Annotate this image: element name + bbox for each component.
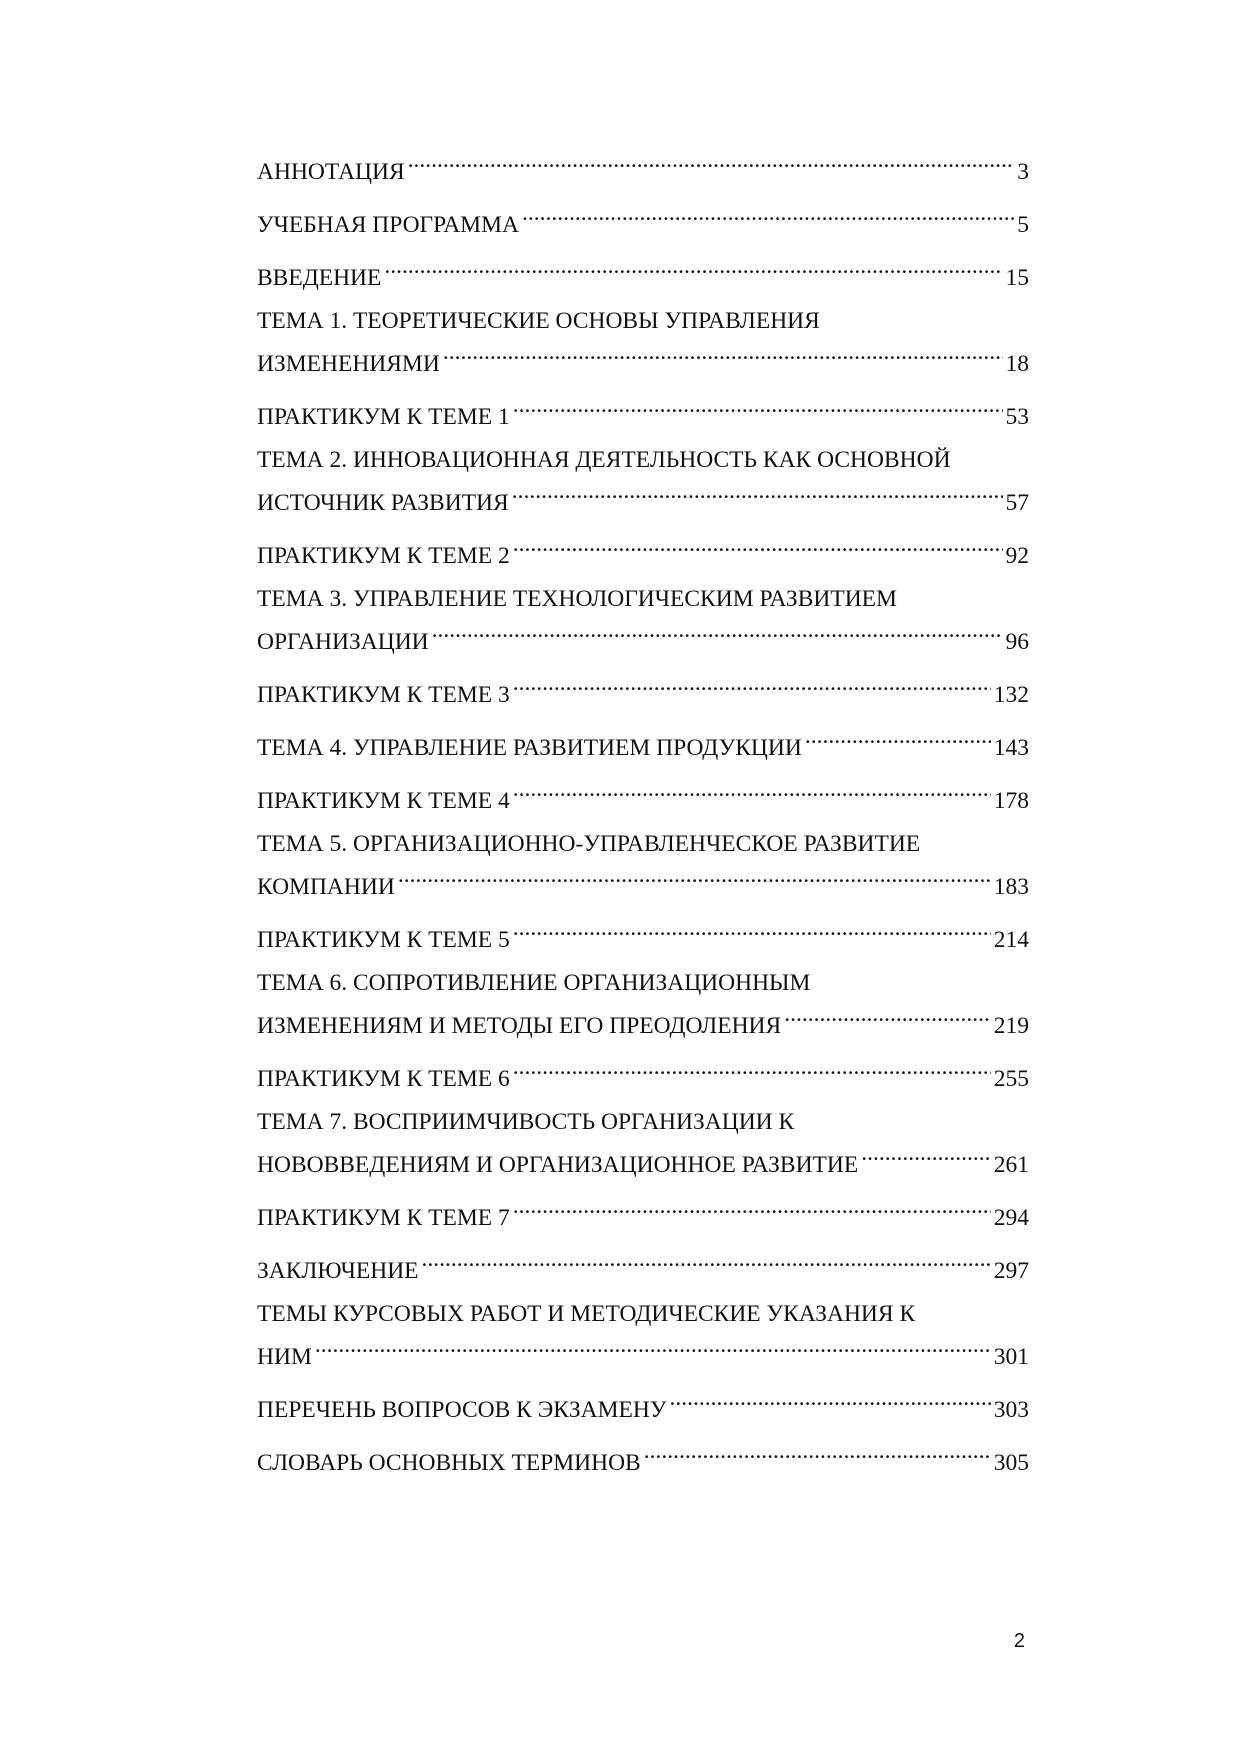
toc-entry-title: НИМ	[257, 1344, 312, 1370]
toc-entry-page: 294	[993, 1205, 1029, 1231]
toc-entry-title: ПРАКТИКУМ К ТЕМЕ 3	[257, 682, 510, 708]
dot-leader	[669, 1384, 990, 1417]
toc-entry-title: ПРАКТИКУМ К ТЕМЕ 4	[257, 788, 510, 814]
toc-entry-line	[257, 1437, 1029, 1480]
toc-entry[interactable]	[257, 828, 1029, 904]
toc-entry-page: 5	[1017, 212, 1029, 238]
dot-leader	[513, 914, 991, 947]
toc-entry-title: СЛОВАРЬ ОСНОВНЫХ ТЕРМИНОВ	[257, 1450, 641, 1476]
toc-entry-title: ПРАКТИКУМ К ТЕМЕ 5	[257, 927, 510, 953]
dot-leader	[513, 1053, 991, 1086]
toc-entry-title: ТЕМА 1. ТЕОРЕТИЧЕСКИЕ ОСНОВЫ УПРАВЛЕНИЯ	[257, 308, 820, 334]
toc-entry[interactable]	[257, 252, 1029, 295]
toc-entry-title: КОМПАНИИ	[257, 874, 395, 900]
dot-leader	[422, 1245, 991, 1278]
dot-leader	[784, 1000, 991, 1033]
toc-entry[interactable]	[257, 199, 1029, 242]
toc-entry-page: 255	[993, 1066, 1029, 1092]
toc-entry[interactable]	[257, 914, 1029, 957]
toc-entry-page: 132	[993, 682, 1029, 708]
toc-entry-line	[257, 1053, 1029, 1096]
toc-entry[interactable]	[257, 1106, 1029, 1182]
toc-entry-page: 219	[993, 1013, 1029, 1039]
dot-leader	[398, 861, 991, 894]
toc-entry-line	[257, 1245, 1029, 1288]
toc-entry-title: ТЕМА 2. ИННОВАЦИОННАЯ ДЕЯТЕЛЬНОСТЬ КАК ОСНОВНОЙ	[257, 447, 951, 473]
toc-entry-title: ПРАКТИКУМ К ТЕМЕ 2	[257, 543, 510, 569]
toc-entry-title: ИЗМЕНЕНИЯМ И МЕТОДЫ ЕГО ПРЕОДОЛЕНИЯ	[257, 1013, 782, 1039]
toc-entry-page: 178	[993, 788, 1029, 814]
toc-entry-title: ПРАКТИКУМ К ТЕМЕ 6	[257, 1066, 510, 1092]
toc-entry-line	[257, 1331, 1029, 1374]
toc-entry[interactable]	[257, 669, 1029, 712]
toc-entry-line	[257, 338, 1029, 381]
toc-entry-page: 303	[993, 1397, 1029, 1423]
toc-entry-page: 18	[1005, 351, 1029, 377]
toc-entry-line	[257, 1139, 1029, 1182]
toc-entry-line	[257, 146, 1029, 189]
toc-entry-line	[257, 1000, 1029, 1043]
dot-leader	[513, 530, 1003, 563]
toc-entry-page: 297	[993, 1258, 1029, 1284]
toc-entry[interactable]	[257, 1245, 1029, 1288]
dot-leader	[513, 669, 991, 702]
toc-entry-title: ТЕМА 6. СОПРОТИВЛЕНИЕ ОРГАНИЗАЦИОННЫМ	[257, 970, 811, 996]
toc-entry-title: ИСТОЧНИК РАЗВИТИЯ	[257, 490, 509, 516]
toc-entry[interactable]	[257, 583, 1029, 659]
toc-entry[interactable]	[257, 1437, 1029, 1480]
toc-entry-line	[257, 775, 1029, 818]
toc-entry-page: 15	[1005, 265, 1029, 291]
dot-leader	[513, 391, 1003, 424]
toc-entry-title: АННОТАЦИЯ	[257, 159, 405, 185]
toc-entry-title: ТЕМА 5. ОРГАНИЗАЦИОННО-УПРАВЛЕНЧЕСКОЕ РАЗВИТИЕ	[257, 831, 921, 857]
table-of-contents	[257, 146, 1029, 1490]
dot-leader	[384, 252, 1002, 285]
toc-entry-page: 301	[993, 1344, 1029, 1370]
dot-leader	[861, 1139, 991, 1172]
toc-entry-line	[257, 477, 1029, 520]
toc-entry-title: ТЕМЫ КУРСОВЫХ РАБОТ И МЕТОДИЧЕСКИЕ УКАЗАНИЯ К	[257, 1301, 916, 1327]
toc-entry-line	[257, 252, 1029, 295]
toc-entry-title: УЧЕБНАЯ ПРОГРАММА	[257, 212, 519, 238]
toc-entry-page: 261	[993, 1152, 1029, 1178]
toc-entry[interactable]	[257, 530, 1029, 573]
dot-leader	[432, 616, 1003, 649]
toc-entry[interactable]	[257, 1298, 1029, 1374]
dot-leader	[644, 1437, 991, 1470]
dot-leader	[805, 722, 991, 755]
toc-entry-title: ИЗМЕНЕНИЯМИ	[257, 351, 440, 377]
toc-entry-line	[257, 861, 1029, 904]
dot-leader	[512, 477, 1003, 510]
toc-entry-title: ЗАКЛЮЧЕНИЕ	[257, 1258, 419, 1284]
toc-entry-page: 305	[993, 1450, 1029, 1476]
dot-leader	[513, 775, 991, 808]
toc-entry-line	[257, 199, 1029, 242]
toc-entry-title: ТЕМА 3. УПРАВЛЕНИЕ ТЕХНОЛОГИЧЕСКИМ РАЗВИТИЕМ	[257, 586, 897, 612]
toc-entry-page: 183	[993, 874, 1029, 900]
page-number: 2	[1013, 1630, 1025, 1652]
toc-entry[interactable]	[257, 1192, 1029, 1235]
toc-entry-page: 96	[1005, 629, 1029, 655]
toc-entry-title: ОРГАНИЗАЦИИ	[257, 629, 429, 655]
dot-leader	[522, 199, 1014, 232]
toc-entry-page: 214	[993, 927, 1029, 953]
toc-entry[interactable]	[257, 967, 1029, 1043]
toc-entry-page: 92	[1005, 543, 1029, 569]
toc-entry[interactable]	[257, 444, 1029, 520]
toc-entry-line	[257, 669, 1029, 712]
toc-entry-title: ТЕМА 7. ВОСПРИИМЧИВОСТЬ ОРГАНИЗАЦИИ К	[257, 1109, 795, 1135]
toc-entry-line	[257, 914, 1029, 957]
toc-entry-title: ПРАКТИКУМ К ТЕМЕ 7	[257, 1205, 510, 1231]
toc-entry-title: ПРАКТИКУМ К ТЕМЕ 1	[257, 404, 510, 430]
toc-entry-line	[257, 530, 1029, 573]
dot-leader	[408, 146, 1015, 179]
toc-entry[interactable]	[257, 146, 1029, 189]
dot-leader	[315, 1331, 991, 1364]
toc-entry-title: ТЕМА 4. УПРАВЛЕНИЕ РАЗВИТИЕМ ПРОДУКЦИИ	[257, 735, 802, 761]
toc-entry[interactable]	[257, 1384, 1029, 1427]
toc-entry-title: НОВОВВЕДЕНИЯМ И ОРГАНИЗАЦИОННОЕ РАЗВИТИЕ	[257, 1152, 859, 1178]
toc-entry-title: ВВЕДЕНИЕ	[257, 265, 382, 291]
toc-entry[interactable]	[257, 722, 1029, 765]
toc-entry[interactable]	[257, 1053, 1029, 1096]
toc-entry-line	[257, 616, 1029, 659]
toc-entry-line	[257, 722, 1029, 765]
toc-entry-page: 3	[1017, 159, 1029, 185]
toc-entry-line	[257, 391, 1029, 434]
toc-entry-line	[257, 1192, 1029, 1235]
toc-entry-title: ПЕРЕЧЕНЬ ВОПРОСОВ К ЭКЗАМЕНУ	[257, 1397, 667, 1423]
toc-entry[interactable]	[257, 775, 1029, 818]
dot-leader	[443, 338, 1003, 371]
toc-entry-line	[257, 1384, 1029, 1427]
dot-leader	[513, 1192, 991, 1225]
toc-entry-page: 143	[993, 735, 1029, 761]
toc-entry-page: 57	[1005, 490, 1029, 516]
toc-entry[interactable]	[257, 305, 1029, 381]
toc-entry-page: 53	[1005, 404, 1029, 430]
toc-entry[interactable]	[257, 391, 1029, 434]
